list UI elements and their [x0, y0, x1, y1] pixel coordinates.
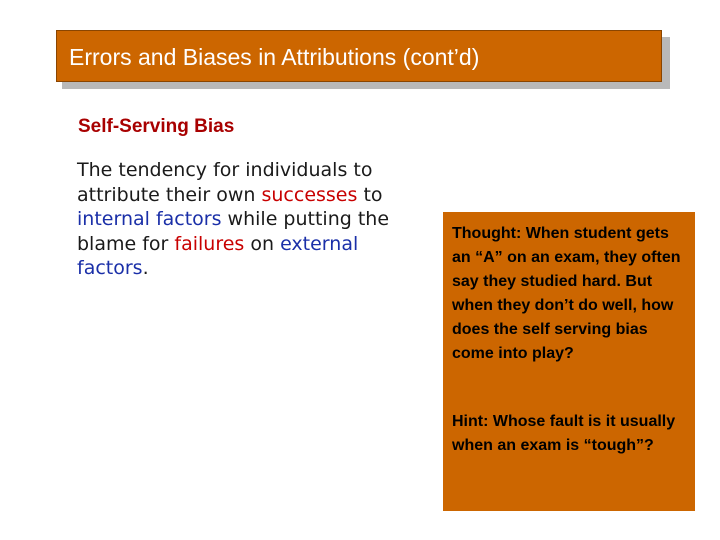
definition-text-1: The tendency for individuals to attribute their own [77, 159, 373, 206]
highlight-successes: successes [261, 183, 358, 206]
slide-subtitle: Self-Serving Bias [78, 116, 235, 137]
definition-text-4: on [244, 232, 281, 255]
definition-text-5: . [142, 257, 149, 279]
definition-text-2: to [357, 183, 383, 206]
highlight-external-factors: external factors [77, 232, 359, 279]
definition-paragraph [77, 158, 407, 281]
slide-title-text: Errors and Biases in Attributions (cont’d) [69, 44, 480, 70]
definition-text-3: while putting the blame for [77, 208, 390, 255]
thought-text: Thought: When student gets an “A” on an exam, they often say they studied hard. But when they don’t do well, how does the self serving bias come into play? [452, 225, 681, 362]
thought-callout-box [443, 212, 695, 511]
hint-text: Hint: Whose fault is it usually when an exam is “tough”? [452, 413, 676, 454]
highlight-internal-factors: internal factors [77, 208, 222, 230]
highlight-failures: failures [174, 232, 245, 255]
slide-title [56, 30, 662, 82]
